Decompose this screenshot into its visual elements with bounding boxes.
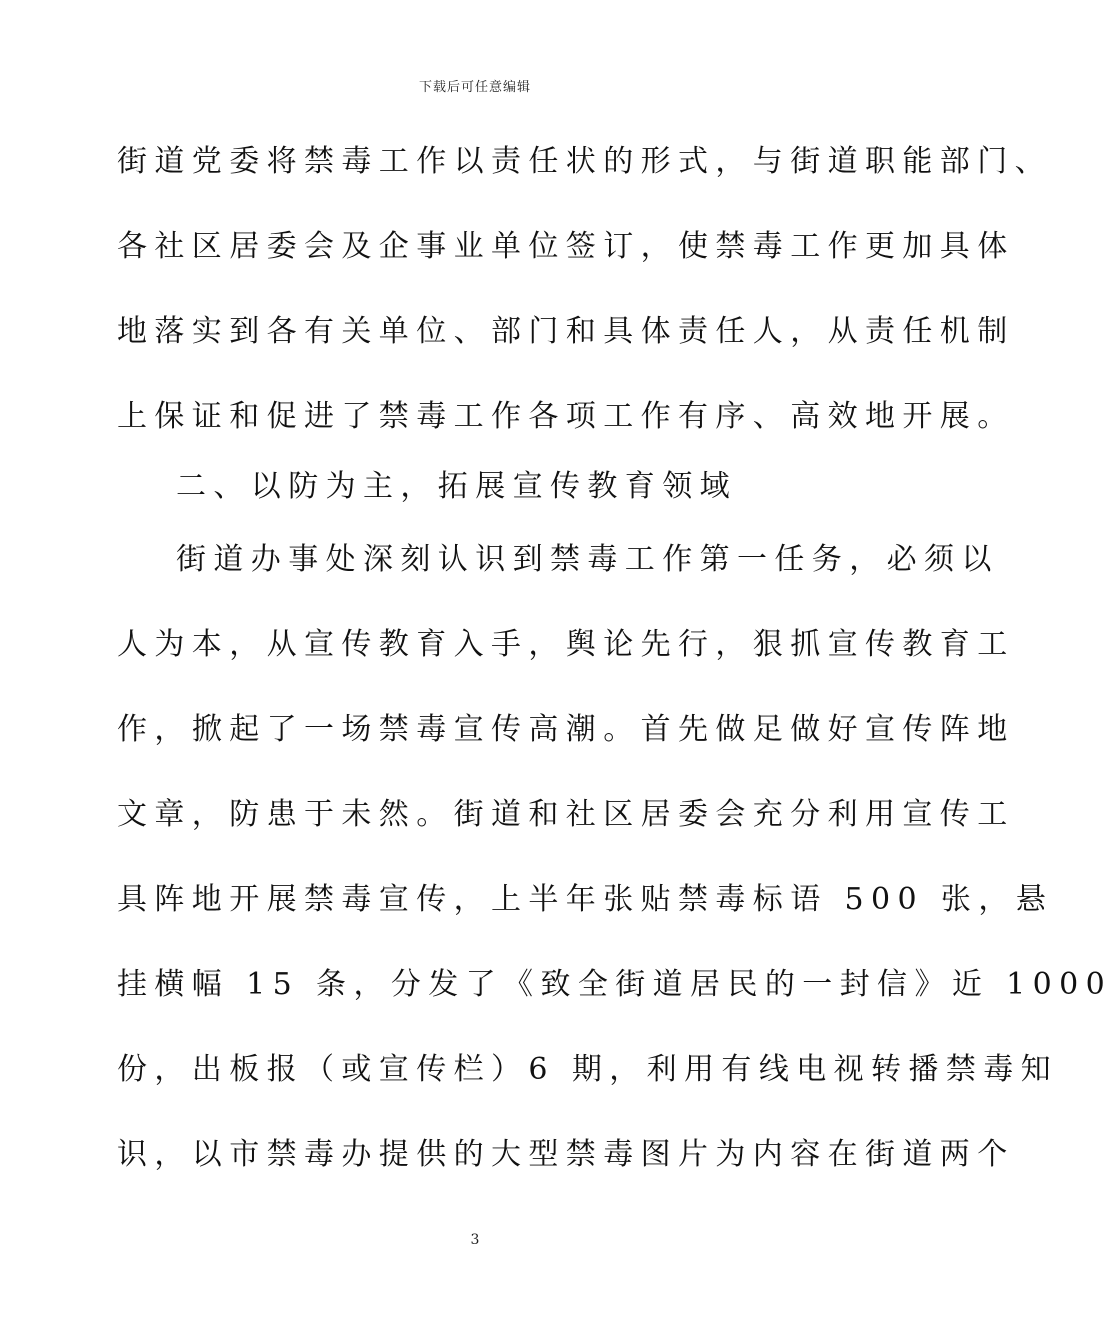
paragraph-line: 上保证和促进了禁毒工作各项工作有序、高效地开展。	[117, 399, 1015, 434]
paragraph-line: 份，出板报（或宣传栏）6 期，利用有线电视转播禁毒知	[117, 1052, 1059, 1087]
paragraph-line: 识，以市禁毒办提供的大型禁毒图片为内容在街道两个	[117, 1137, 1015, 1172]
paragraph-line: 作，掀起了一场禁毒宣传高潮。首先做足做好宣传阵地	[117, 712, 1015, 747]
paragraph-line: 人为本，从宣传教育入手，舆论先行，狠抓宣传教育工	[117, 627, 1015, 662]
paragraph-line: 地落实到各有关单位、部门和具体责任人，从责任机制	[117, 314, 1015, 349]
paragraph-line: 文章，防患于未然。街道和社区居委会充分利用宣传工	[117, 797, 1015, 832]
page-number: 3	[470, 1232, 480, 1248]
paragraph-line: 挂横幅 15 条，分发了《致全街道居民的一封信》近 1000	[117, 967, 1112, 1002]
page-header: 下载后可任意编辑	[418, 80, 531, 95]
paragraph-line: 街道办事处深刻认识到禁毒工作第一任务，必须以	[176, 542, 999, 577]
paragraph-line: 街道党委将禁毒工作以责任状的形式，与街道职能部门、	[117, 144, 1052, 179]
section-heading: 二、以防为主，拓展宣传教育领域	[176, 469, 737, 504]
paragraph-line: 各社区居委会及企事业单位签订，使禁毒工作更加具体	[117, 229, 1015, 264]
paragraph-line: 具阵地开展禁毒宣传，上半年张贴禁毒标语 500 张，悬	[117, 882, 1054, 917]
